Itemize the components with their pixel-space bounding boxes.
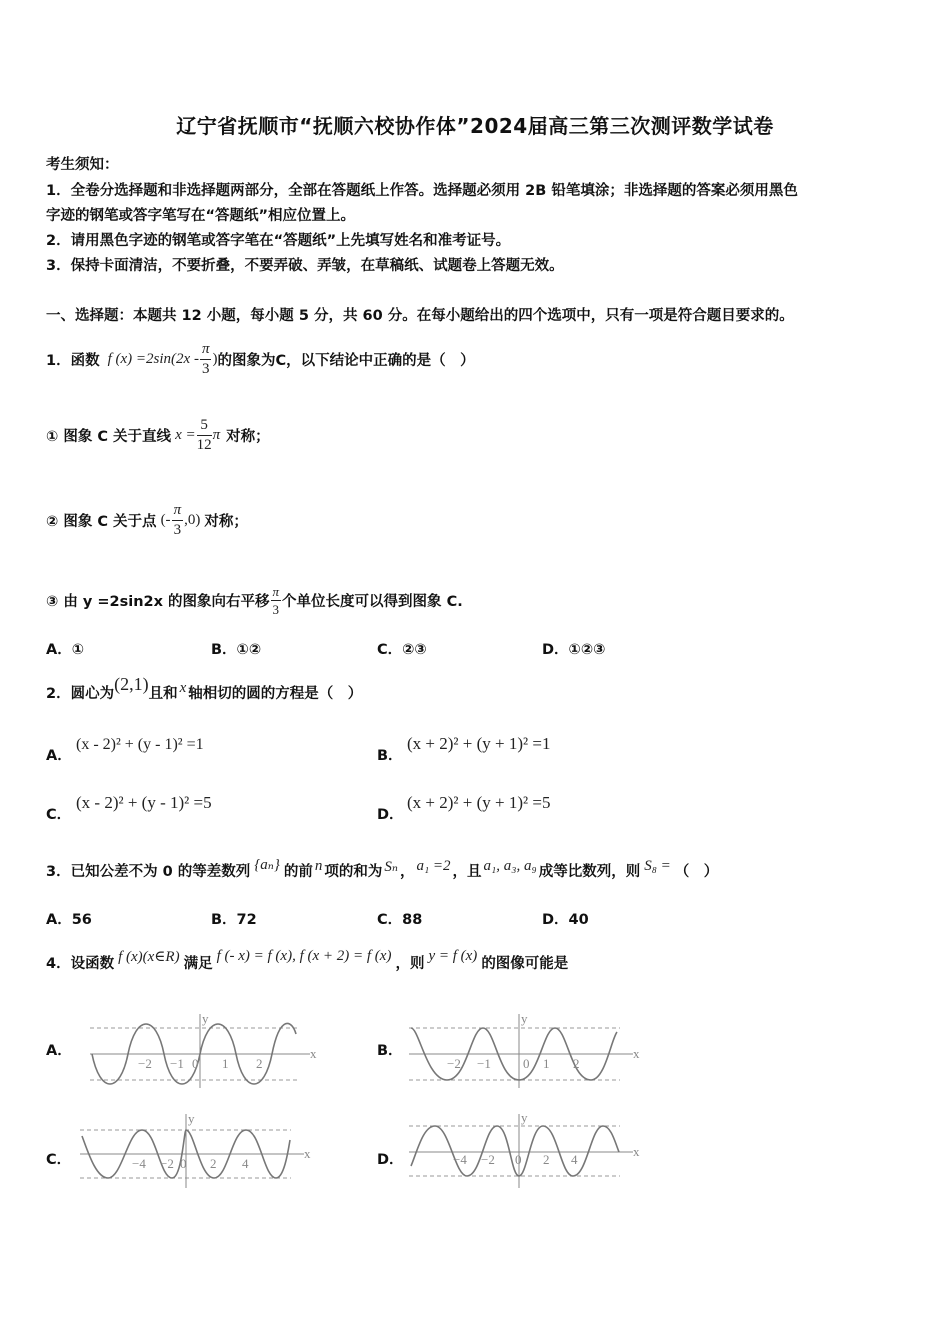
q4-option-a-label[interactable]: A． bbox=[46, 1043, 72, 1059]
curve bbox=[411, 1126, 619, 1176]
q4-graph-c-svg bbox=[76, 1112, 316, 1192]
tick-0: 0 bbox=[192, 1056, 199, 1071]
q3-mid3: ，且 bbox=[452, 863, 482, 880]
q4-mid1: 满足 bbox=[183, 955, 213, 972]
q1-option-b[interactable]: B．①② bbox=[211, 642, 262, 658]
notice-line-3: 3．保持卡面清洁，不要折叠，不要弄破、弄皱，在草稿纸、试题卷上答题无效。 bbox=[46, 258, 564, 274]
q2-option-b-expr: (x + 2)² + (y + 1)² =1 bbox=[407, 734, 551, 753]
tick-neg4: −4 bbox=[132, 1156, 146, 1171]
tick-neg2: −2 bbox=[481, 1152, 495, 1167]
q2-center: (2,1) bbox=[114, 673, 149, 694]
q1-s1-den: 12 bbox=[196, 436, 212, 453]
question-3 bbox=[46, 850, 718, 890]
exam-title: 辽宁省抚顺市“抚顺六校协作体”2024届高三第三次测评数学试卷 bbox=[176, 114, 774, 138]
notice-line-1b: 字迹的钢笔或答字笔写在“答题纸”相应位置上。 bbox=[46, 208, 356, 224]
tick-2: 2 bbox=[573, 1056, 580, 1071]
q3-option-c[interactable]: C．88 bbox=[377, 912, 423, 928]
q1-statement-2 bbox=[46, 497, 248, 543]
x-label: x bbox=[310, 1046, 317, 1061]
q1-s1-x: x = bbox=[175, 426, 196, 443]
q1-option-a[interactable]: A．① bbox=[46, 642, 84, 658]
tick-2: 2 bbox=[543, 1152, 550, 1167]
q2-option-b-label[interactable]: B． bbox=[377, 748, 403, 764]
q4-graph-b[interactable] bbox=[405, 1010, 645, 1090]
q4-func: f (x)(x∈R) bbox=[118, 948, 180, 965]
q3-option-d[interactable]: D．40 bbox=[542, 912, 589, 928]
q1-s3-suffix: 个单位长度可以得到图象 C. bbox=[282, 593, 463, 610]
q1-function: f (x) =2sin(2x - bbox=[107, 350, 199, 367]
q1-s2-suffix: 对称； bbox=[204, 513, 248, 530]
q1-s1-fraction bbox=[197, 418, 212, 453]
q1-fraction bbox=[200, 342, 212, 377]
q1-s1-num: 5 bbox=[197, 418, 212, 436]
q1-s3-num: π bbox=[272, 583, 280, 599]
section-1-heading: 一、选择题：本题共 12 小题，每小题 5 分，共 60 分。在每小题给出的四个选项中，只有一项是符合题目要求的。 bbox=[46, 308, 794, 324]
q3-mid2: 项的和为 bbox=[324, 863, 383, 880]
q2-prefix: 2．圆心为 bbox=[46, 685, 115, 702]
x-label: x bbox=[304, 1146, 311, 1161]
q1-statement-3 bbox=[46, 578, 463, 622]
q4-option-c-label[interactable]: C． bbox=[46, 1152, 72, 1168]
q2-suffix: 轴相切的圆的方程是（ ） bbox=[188, 685, 363, 702]
q3-option-a[interactable]: A．56 bbox=[46, 912, 92, 928]
y-label: y bbox=[521, 1112, 528, 1125]
q1-s3-den: 3 bbox=[272, 601, 280, 617]
q4-cond: f (- x) = f (x), f (x + 2) = f (x) bbox=[216, 947, 392, 964]
q2-option-d-expr: (x + 2)² + (y + 1)² =5 bbox=[407, 793, 551, 812]
q1-frac-num: π bbox=[200, 342, 212, 360]
q3-comma: ， bbox=[399, 863, 415, 880]
y-label: y bbox=[521, 1011, 528, 1026]
q1-s2-fraction bbox=[172, 503, 184, 538]
question-2 bbox=[46, 672, 362, 712]
q2-option-c-label[interactable]: C． bbox=[46, 807, 72, 823]
tick-1: 1 bbox=[222, 1056, 229, 1071]
q3-mid4: 成等比数列，则 bbox=[538, 863, 641, 880]
q4-graph-a[interactable] bbox=[82, 1010, 322, 1090]
tick-neg4: −4 bbox=[453, 1152, 467, 1167]
tick-0: 0 bbox=[515, 1152, 522, 1167]
q2-x: x bbox=[179, 679, 187, 696]
q4-graph-d-svg bbox=[405, 1112, 645, 1192]
q1-s1-suffix: 对称； bbox=[226, 428, 270, 445]
q2-option-c-expr: (x - 2)² + (y - 1)² =5 bbox=[76, 793, 212, 812]
q1-s2-den: 3 bbox=[173, 521, 182, 538]
q2-option-a-label[interactable]: A． bbox=[46, 748, 72, 764]
q3-n: n bbox=[314, 857, 323, 874]
q1-s2-left: (- bbox=[160, 511, 171, 528]
tick-0: 0 bbox=[523, 1056, 530, 1071]
y-label: y bbox=[202, 1011, 209, 1026]
q2-option-a-expr: (x - 2)² + (y - 1)² =1 bbox=[76, 736, 204, 753]
q1-frac-den: 3 bbox=[201, 360, 210, 377]
notice-heading: 考生须知： bbox=[46, 157, 119, 173]
tick-1: 1 bbox=[543, 1056, 550, 1071]
q4-option-d-label[interactable]: D． bbox=[377, 1152, 404, 1168]
q1-suffix: 的图象为C，以下结论中正确的是（ ） bbox=[217, 352, 475, 369]
q1-s2-num: π bbox=[172, 503, 184, 521]
q4-prefix: 4．设函数 bbox=[46, 955, 115, 972]
q1-s3-prefix: ③ 由 y =2sin2x 的图象向右平移 bbox=[46, 593, 270, 610]
q1-s2-right: ,0) bbox=[184, 511, 201, 528]
q3-suffix: （ ） bbox=[674, 863, 719, 880]
q2-mid: 且和 bbox=[148, 685, 178, 702]
q1-option-c[interactable]: C．②③ bbox=[377, 642, 427, 658]
q1-option-d[interactable]: D．①②③ bbox=[542, 642, 606, 658]
q4-graph-c[interactable] bbox=[76, 1112, 316, 1192]
q3-s8: S₈ = bbox=[644, 857, 671, 874]
q4-option-b-label[interactable]: B． bbox=[377, 1043, 403, 1059]
x-label: x bbox=[633, 1144, 640, 1159]
question-1 bbox=[46, 336, 475, 382]
q4-graph-d[interactable] bbox=[405, 1112, 645, 1192]
q3-a1: a₁ =2 bbox=[416, 857, 451, 874]
notice-line-2: 2．请用黑色字迹的钢笔或答字笔在“答题纸”上先填写姓名和准考证号。 bbox=[46, 233, 511, 249]
q1-s1-pi: π bbox=[212, 426, 221, 443]
q3-terms: a₁, a₃, a₉ bbox=[483, 857, 537, 874]
question-4 bbox=[46, 942, 568, 982]
q3-sn: Sₙ bbox=[384, 858, 398, 875]
q1-function-close: ) bbox=[212, 350, 218, 367]
q4-graph-a-svg bbox=[82, 1010, 322, 1090]
q1-statement-1 bbox=[46, 412, 270, 458]
q3-option-b[interactable]: B．72 bbox=[211, 912, 257, 928]
y-label: y bbox=[188, 1112, 195, 1126]
q2-option-d-label[interactable]: D． bbox=[377, 807, 404, 823]
tick-neg2: −2 bbox=[160, 1156, 174, 1171]
tick-neg2: −2 bbox=[447, 1056, 461, 1071]
tick-neg1: −1 bbox=[170, 1056, 184, 1071]
tick-2: 2 bbox=[210, 1156, 217, 1171]
q3-prefix: 3．已知公差不为 0 的等差数列 bbox=[46, 863, 251, 880]
x-label: x bbox=[633, 1046, 640, 1061]
tick-neg2: −2 bbox=[138, 1056, 152, 1071]
q4-suffix: 的图像可能是 bbox=[481, 955, 569, 972]
tick-4: 4 bbox=[242, 1156, 249, 1171]
tick-neg1: −1 bbox=[477, 1056, 491, 1071]
q4-graph-b-svg bbox=[405, 1010, 645, 1090]
tick-0: 0 bbox=[180, 1156, 187, 1171]
tick-2: 2 bbox=[256, 1056, 263, 1071]
q4-yf: y = f (x) bbox=[428, 947, 478, 964]
tick-4: 4 bbox=[571, 1152, 578, 1167]
notice-line-1a: 1．全卷分选择题和非选择题两部分，全部在答题纸上作答。选择题必须用 2B 铅笔填涂；非选择题的答案必须用黑色 bbox=[46, 183, 798, 199]
q3-mid1: 的前 bbox=[283, 863, 313, 880]
q1-s3-fraction bbox=[271, 585, 282, 616]
q1-s2-prefix: ② 图象 C 关于点 bbox=[46, 513, 157, 530]
q3-seq: {aₙ} bbox=[254, 856, 280, 873]
q1-prefix: 1．函数 bbox=[46, 352, 100, 369]
q4-mid2: ，则 bbox=[395, 955, 425, 972]
q1-s1-prefix: ① 图象 C 关于直线 bbox=[46, 428, 172, 445]
